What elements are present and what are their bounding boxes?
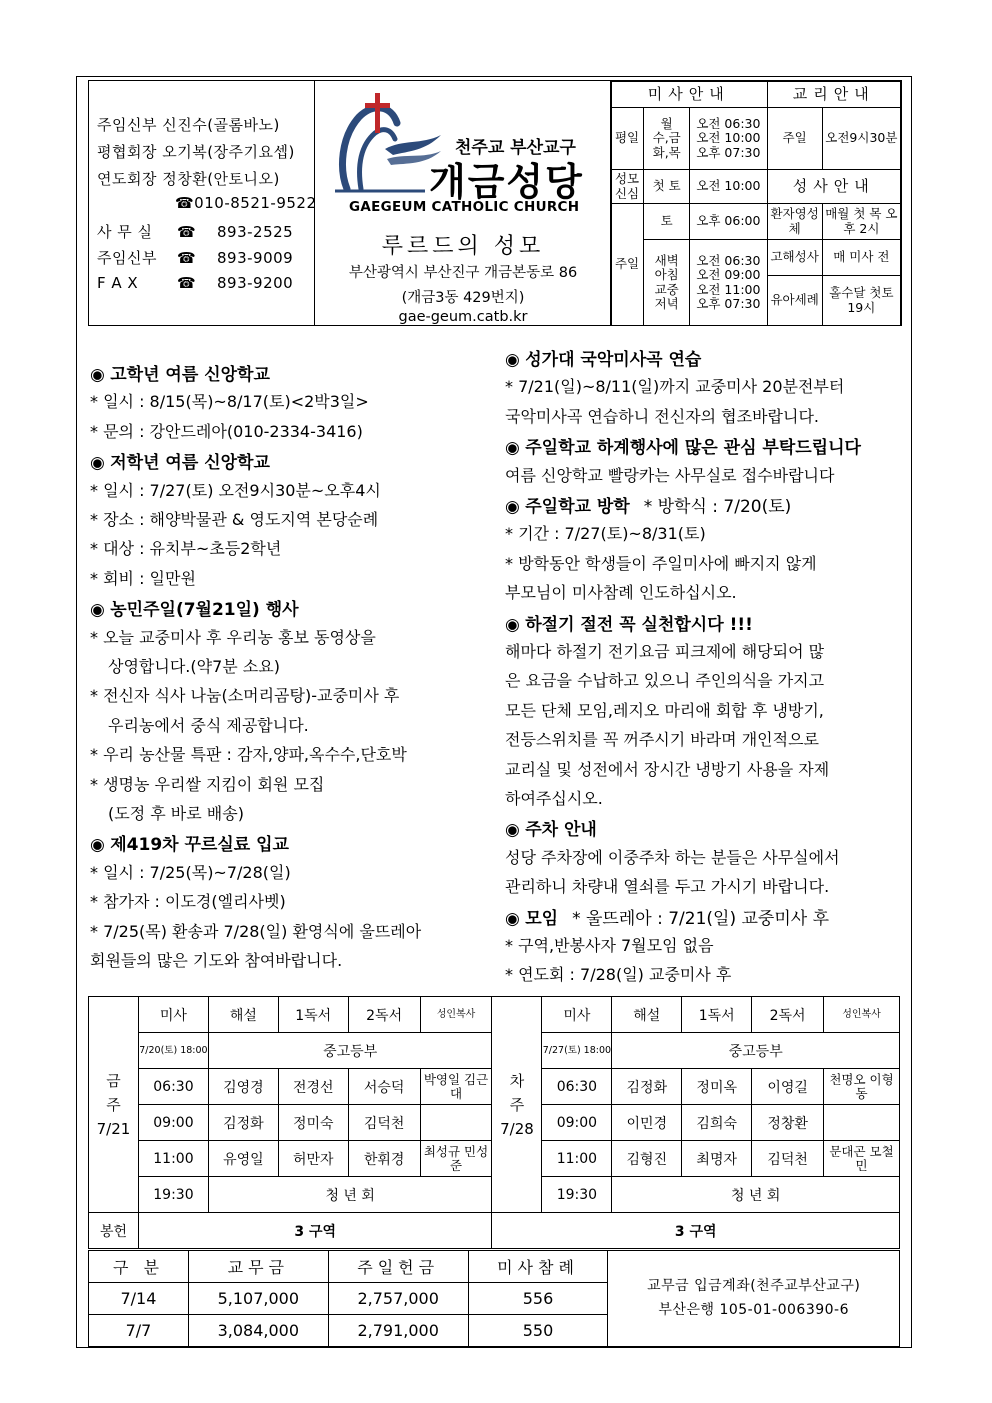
mass-time: 06:30 — [138, 1069, 208, 1105]
sacraments-title: 성사안내 — [767, 170, 900, 204]
finance-date: 7/7 — [89, 1315, 189, 1347]
col-header-mass: 미사 — [138, 997, 208, 1033]
phone-icon: ☎ — [177, 274, 197, 292]
section-heading — [505, 433, 861, 458]
sunday-mass-time: 오전 06:30 — [696, 252, 761, 268]
sunday-mass-time: 오전 11:00 — [696, 281, 761, 297]
weekday-day: 월 — [660, 115, 673, 131]
fax-label: F A X — [97, 274, 139, 292]
section-heading — [505, 815, 597, 840]
heading-text: 주일학교 방학 — [525, 497, 630, 517]
reader1: 최명자 — [682, 1141, 752, 1177]
bullet-line: * 7/25(목) 환송과 7/28(일) 환영식에 울뜨레아 — [90, 921, 422, 941]
finance-collection: 2,757,000 — [328, 1283, 468, 1315]
section-heading — [90, 830, 289, 855]
heading-text: 농민주일(7월21일) 행사 — [110, 600, 299, 621]
finance-dues: 5,107,000 — [188, 1283, 328, 1315]
saturday-group: 중고등부 — [208, 1033, 492, 1069]
bullet-line: * 일시 : 8/15(목)~8/17(토)<2박3일> — [90, 392, 369, 412]
servers: 문대곤 모철민 — [824, 1141, 900, 1177]
reader1: 허만자 — [278, 1141, 348, 1177]
catechism-title: 교리안내 — [767, 82, 900, 108]
bullet-line: * 전신자 식사 나눔(소머리곰탕)-교중미사 후 — [90, 686, 400, 706]
sunday-mass-name: 교중 — [654, 281, 679, 297]
heading-extra-note: * 울뜨레아 : 7/21(일) 교중미사 후 — [572, 908, 830, 929]
weekday-day: 수,금 — [652, 130, 681, 146]
heading-marker-icon: ◉ — [90, 365, 111, 385]
paragraph-line: 회원들의 많은 기도와 참여바랍니다. — [90, 951, 343, 970]
heading-marker-icon: ◉ — [90, 453, 111, 474]
staff-contacts — [89, 81, 315, 325]
ministry-schedule-table — [88, 996, 900, 1249]
church-name: 개금성당 — [429, 160, 584, 204]
week-label: 차 — [509, 1071, 525, 1090]
heading-marker-icon: ◉ — [505, 908, 526, 929]
col-header-reading2: 2독서 — [348, 997, 420, 1033]
special-mass-time: 오전 10:00 — [690, 170, 767, 204]
commentator: 김정화 — [208, 1105, 278, 1141]
finance-date: 7/14 — [89, 1283, 189, 1315]
catechism-time: 오전9시30분 — [822, 108, 900, 170]
heading-text: 하절기 절전 꼭 실천합시다 !!! — [525, 614, 753, 635]
continued-line: 상영합니다.(약7분 소요) — [108, 657, 280, 676]
section-heading — [505, 610, 753, 635]
continued-line: (도정 후 바로 배송) — [108, 804, 244, 823]
yeondo-president: 연도회장 정창환(안토니오) — [97, 170, 280, 188]
church-logo-block — [315, 81, 612, 325]
heading-extra-note: * 방학식 : 7/20(토) — [643, 497, 792, 517]
col-header-server: 성인복사 — [420, 997, 492, 1033]
church-english-name: GAEGEUM CATHOLIC CHURCH — [349, 199, 580, 215]
col-header-mass: 미사 — [542, 997, 612, 1033]
week-date: 7/21 — [96, 1119, 131, 1138]
bullet-line: * 연도회 : 7/28(일) 교중미사 후 — [505, 965, 732, 985]
finance-table — [88, 1250, 900, 1347]
sunday-mass-time: 오전 09:00 — [696, 267, 761, 283]
finance-collection: 2,791,000 — [328, 1315, 468, 1347]
section-heading — [505, 492, 791, 517]
evening-group: 청 년 회 — [208, 1177, 492, 1213]
finance-dues: 3,084,000 — [188, 1315, 328, 1347]
finance-header-attendance: 미사참례 — [468, 1251, 608, 1283]
left-announcements — [90, 360, 495, 980]
week-label: 주 — [106, 1095, 121, 1114]
reader2: 김덕천 — [348, 1105, 420, 1141]
website: gae-geum.catb.kr — [398, 309, 528, 325]
sunday-mass-time: 오후 07:30 — [696, 295, 761, 311]
servers: 최성규 민성준 — [420, 1141, 492, 1177]
weekday-time: 오후 07:30 — [696, 144, 761, 160]
servers — [824, 1105, 900, 1141]
reader1: 정미옥 — [682, 1069, 752, 1105]
paragraph-line: 하여주십시오. — [505, 789, 603, 808]
sacrament-time: 매 미사 전 — [822, 240, 900, 276]
account-number: 부산은행 105-01-006390-6 — [658, 1301, 849, 1318]
reader2: 이영길 — [752, 1069, 824, 1105]
paragraph-line: 전등스위치를 꼭 꺼주시기 바라며 개인적으로 — [505, 730, 820, 750]
bullet-line: * 회비 : 일만원 — [90, 568, 196, 588]
fax-number: 893-9200 — [217, 274, 294, 292]
bullet-line: * 생명농 우리쌀 지킴이 회원 모집 — [90, 774, 325, 794]
heading-marker-icon: ◉ — [90, 600, 111, 621]
continued-line: 우리농에서 중식 제공합니다. — [108, 715, 309, 735]
sacrament-time: 매월 첫 목 오후 2시 — [822, 204, 900, 240]
col-header-commentary: 해설 — [208, 997, 278, 1033]
reader1: 전경선 — [278, 1069, 348, 1105]
bullet-line: * 일시 : 7/25(목)~7/28(일) — [90, 862, 291, 882]
paragraph-line: 해마다 하절기 전기요금 피크제에 해당되어 많 — [505, 642, 825, 661]
section-heading — [90, 448, 270, 473]
sunday-mass-name: 새벽 — [654, 252, 679, 268]
section-heading — [505, 345, 701, 370]
special-mass-label: 성모신심 — [611, 170, 644, 204]
saturday-group: 중고등부 — [612, 1033, 900, 1069]
bullet-line: * 구역,반봉사자 7월모임 없음 — [505, 936, 714, 955]
sacrament-time: 홀수달 첫토 19시 — [822, 276, 900, 326]
commentator: 김형진 — [612, 1141, 682, 1177]
council-president: 평협회장 오기복(장주기요셉) — [97, 143, 295, 161]
evening-group: 청 년 회 — [612, 1177, 900, 1213]
finance-header-period: 구 분 — [89, 1251, 189, 1283]
mass-time: 11:00 — [138, 1141, 208, 1177]
section-heading — [90, 595, 299, 620]
sunday-mass-name: 아침 — [654, 267, 679, 283]
paragraph-line: 교리실 및 성전에서 장시간 냉방기 사용을 자제 — [505, 759, 830, 779]
mass-time: 09:00 — [138, 1105, 208, 1141]
mass-time: 11:00 — [542, 1141, 612, 1177]
servers: 천명오 이형동 — [824, 1069, 900, 1105]
heading-text: 고학년 여름 신앙학교 — [110, 365, 270, 385]
reader2: 김덕천 — [752, 1141, 824, 1177]
office-phone: 893-2525 — [217, 223, 294, 241]
reader2: 한휘경 — [348, 1141, 420, 1177]
paragraph-line: 성당 주차장에 이중주차 하는 분들은 사무실에서 — [505, 847, 840, 867]
patron-saint: 루르드의 성모 — [381, 234, 545, 259]
right-announcements — [505, 345, 905, 985]
bullet-line: * 기간 : 7/27(토)~8/31(토) — [505, 524, 706, 544]
sunday-mass-name: 저녁 — [654, 295, 679, 311]
address-line2: (개금3동 429번지) — [401, 290, 525, 306]
pastor-phone: 893-9009 — [217, 249, 294, 267]
bullet-line: * 7/21(일)~8/11(일)까지 교중미사 20분전부터 — [505, 377, 845, 397]
week-date: 7/28 — [500, 1119, 534, 1138]
heading-text: 성가대 국악미사곡 연습 — [525, 350, 702, 370]
address-line1: 부산광역시 부산진구 개금본동로 86 — [348, 265, 578, 281]
church-logo-icon — [325, 89, 445, 199]
paragraph-line: 부모님이 미사참례 인도하십시오. — [505, 583, 737, 603]
bullet-line: * 우리 농산물 특판 : 감자,양파,옥수수,단호박 — [90, 745, 407, 765]
week-label: 주 — [509, 1095, 525, 1114]
sunday-label: 주일 — [611, 204, 644, 326]
reader2: 서승덕 — [348, 1069, 420, 1105]
col-header-reading1: 1독서 — [682, 997, 752, 1033]
heading-text: 저학년 여름 신앙학교 — [110, 453, 270, 474]
heading-text: 모임 — [525, 908, 559, 929]
commentator: 이민경 — [612, 1105, 682, 1141]
account-title: 교무금 입금계좌(천주교부산교구) — [647, 1277, 861, 1294]
bullet-line: * 방학동안 학생들이 주일미사에 빠지지 않게 — [505, 553, 817, 573]
offering-label: 봉헌 — [89, 1213, 139, 1249]
mass-schedule-block — [610, 81, 901, 325]
offering-district: 3 구역 — [492, 1213, 900, 1249]
bullet-line: * 대상 : 유치부~초등2학년 — [90, 539, 282, 559]
sacrament-name: 유아세례 — [767, 276, 822, 326]
paragraph-line: 국악미사곡 연습하니 전신자의 협조바랍니다. — [505, 406, 820, 426]
bullet-line: * 일시 : 7/27(토) 오전9시30분~오후4시 — [90, 480, 381, 500]
mobile-number: ☎010-8521-9522 — [175, 194, 317, 212]
heading-marker-icon: ◉ — [90, 835, 111, 856]
heading-text: 제419차 꾸르실료 입교 — [110, 835, 289, 856]
pastor-name: 주임신부 신진수(골롬바노) — [97, 116, 280, 134]
finance-attendance: 550 — [468, 1315, 608, 1347]
sacrament-name: 환자영성체 — [767, 204, 822, 240]
phone-icon: ☎ — [177, 249, 197, 267]
col-header-commentary: 해설 — [612, 997, 682, 1033]
paragraph-line: 은 요금을 수납하고 있으니 주인의식을 가지고 — [505, 671, 825, 691]
heading-marker-icon: ◉ — [505, 438, 526, 459]
section-heading — [505, 904, 829, 929]
evening-mass-time: 19:30 — [542, 1177, 612, 1213]
weekday-time: 오전 10:00 — [696, 130, 761, 146]
sacrament-name: 고해성사 — [767, 240, 822, 276]
week-label: 금 — [106, 1071, 121, 1090]
weekday-time: 오전 06:30 — [696, 115, 761, 131]
servers — [420, 1105, 492, 1141]
reader2: 정창환 — [752, 1105, 824, 1141]
finance-attendance: 556 — [468, 1283, 608, 1315]
bullet-line: * 오늘 교중미사 후 우리농 홍보 동영상을 — [90, 627, 376, 647]
heading-marker-icon: ◉ — [505, 497, 526, 517]
office-label: 사 무 실 — [97, 223, 153, 241]
reader1: 정미숙 — [278, 1105, 348, 1141]
bulletin-header — [88, 80, 902, 326]
weekday-label: 평일 — [611, 108, 644, 170]
servers: 박영일 김근대 — [420, 1069, 492, 1105]
paragraph-line: 관리하니 차량내 열쇠를 두고 가시기 바랍니다. — [505, 877, 830, 897]
col-header-reading1: 1독서 — [278, 997, 348, 1033]
phone-icon: ☎ — [177, 223, 197, 241]
finance-header-collection: 주일헌금 — [328, 1251, 468, 1283]
sunday-mass-time: 오후 06:00 — [690, 204, 767, 240]
bullet-line: * 장소 : 해양박물관 & 영도지역 본당순례 — [90, 510, 379, 529]
col-header-reading2: 2독서 — [752, 997, 824, 1033]
heading-text: 주차 안내 — [525, 820, 597, 841]
pastor-phone-label: 주임신부 — [97, 249, 157, 267]
heading-text: 주일학교 하계행사에 많은 관심 부탁드립니다 — [525, 438, 861, 459]
mass-time: 06:30 — [542, 1069, 612, 1105]
heading-marker-icon: ◉ — [505, 350, 526, 370]
mass-guide-title: 미사안내 — [611, 82, 768, 108]
saturday-mass-time: 7/20(토) 18:00 — [138, 1033, 208, 1069]
bullet-line: * 문의 : 강안드레아(010-2334-3416) — [90, 421, 363, 441]
saturday-mass-time: 7/27(토) 18:00 — [542, 1033, 612, 1069]
heading-marker-icon: ◉ — [505, 820, 526, 841]
section-heading — [90, 360, 270, 385]
diocese-name: 천주교 부산교구 — [455, 138, 576, 158]
commentator: 김정화 — [612, 1069, 682, 1105]
sunday-mass-name: 토 — [644, 204, 690, 240]
col-header-server: 성인복사 — [824, 997, 900, 1033]
heading-marker-icon: ◉ — [505, 614, 526, 635]
commentator: 유영일 — [208, 1141, 278, 1177]
mass-time: 09:00 — [542, 1105, 612, 1141]
reader1: 김희숙 — [682, 1105, 752, 1141]
offering-district: 3 구역 — [138, 1213, 492, 1249]
catechism-day: 주일 — [767, 108, 822, 170]
commentator: 김영경 — [208, 1069, 278, 1105]
special-mass-day: 첫 토 — [644, 170, 690, 204]
evening-mass-time: 19:30 — [138, 1177, 208, 1213]
paragraph-line: 여름 신앙학교 빨랑카는 사무실로 접수바랍니다 — [505, 465, 835, 485]
bullet-line: * 참가자 : 이도경(엘리사벳) — [90, 892, 286, 912]
paragraph-line: 모든 단체 모임,레지오 마리애 회합 후 냉방기, — [505, 700, 824, 720]
weekday-day: 화,목 — [652, 144, 681, 160]
finance-header-dues: 교무금 — [188, 1251, 328, 1283]
